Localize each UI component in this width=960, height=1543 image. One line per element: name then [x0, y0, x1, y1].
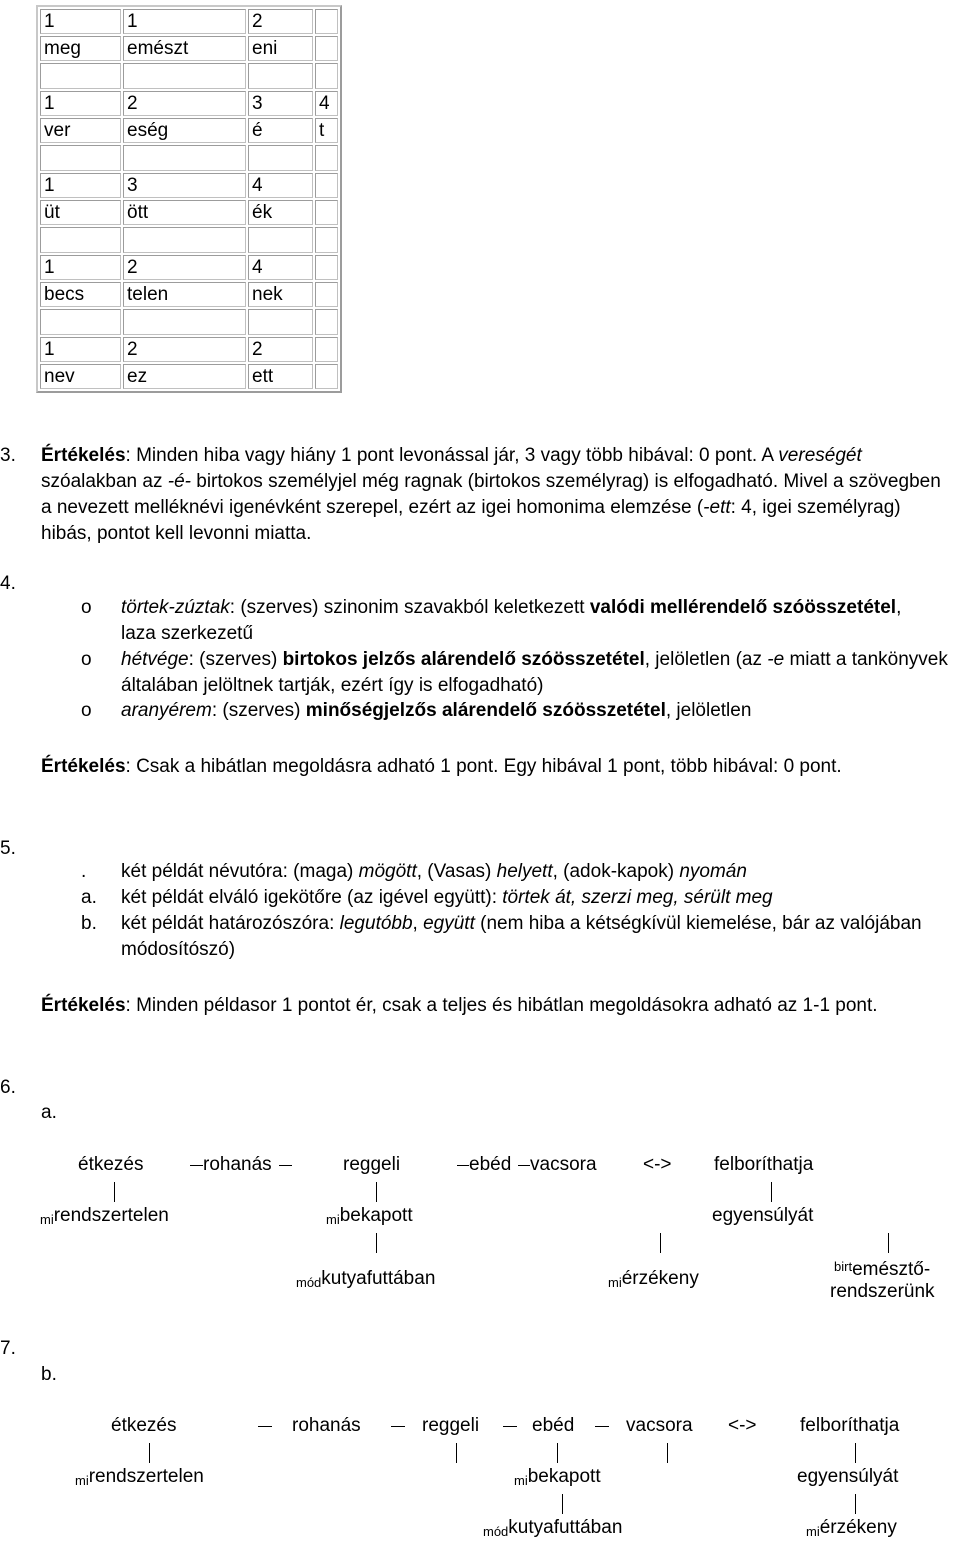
table-spacer-row	[40, 145, 338, 171]
bullet-icon: o	[81, 597, 92, 618]
section-6-number: 6.	[0, 1077, 16, 1098]
list-item: törtek-zúztak: (szerves) szinonim szavakból keletkezett valódi mellérendelő szóösszetétel, laza szerkezetű	[121, 597, 902, 644]
tree-word: ebéd	[469, 1154, 512, 1175]
table-cell: 2	[248, 337, 313, 362]
part-label: b.	[41, 1364, 57, 1385]
tree-connector	[518, 1165, 530, 1166]
bullet-icon: o	[81, 649, 92, 670]
tree-connector	[667, 1443, 668, 1463]
tree-connector	[660, 1233, 661, 1253]
tree-word: rohanás	[292, 1415, 361, 1436]
table-cell: meg	[40, 36, 121, 61]
tree-connector	[149, 1443, 150, 1463]
tree-connector	[457, 1165, 469, 1166]
tree-word: <->	[643, 1154, 672, 1175]
tree-word: $_{mi}$rendszertelen	[40, 1205, 169, 1227]
section-3-number: 3.	[0, 445, 16, 466]
tree-word: rohanás	[203, 1154, 272, 1175]
table-cell	[315, 255, 338, 280]
table-cell: telen	[123, 282, 246, 307]
table-cell: ez	[123, 364, 246, 389]
tree-word: egyensúlyát	[712, 1205, 814, 1226]
table-cell: 1	[40, 9, 121, 34]
table-cell	[315, 364, 338, 389]
tree-word: $_{mi}$érzékeny	[806, 1517, 897, 1539]
table-cell	[123, 227, 246, 253]
tree-connector	[503, 1426, 517, 1427]
tree-word: ebéd	[532, 1415, 575, 1436]
table-cell: ett	[248, 364, 313, 389]
table-spacer-row	[40, 63, 338, 89]
tree-word: felboríthatja	[714, 1154, 814, 1175]
tree-word: étkezés	[78, 1154, 144, 1175]
table-cell	[315, 63, 338, 89]
tree-word: $_{mód}$kutyafuttában	[296, 1268, 436, 1290]
table-cell: 4	[315, 91, 338, 116]
table-spacer-row	[40, 309, 338, 335]
tree-connector	[376, 1182, 377, 1202]
table-row	[40, 337, 338, 362]
table-cell: 1	[40, 255, 121, 280]
tree-connector	[595, 1426, 609, 1427]
table-cell: nek	[248, 282, 313, 307]
table-cell	[315, 227, 338, 253]
table-row	[40, 364, 338, 389]
table-cell: 1	[40, 337, 121, 362]
table-cell: 4	[248, 255, 313, 280]
table-cell: ver	[40, 118, 121, 143]
table-cell: ött	[123, 200, 246, 225]
tree-word: felboríthatja	[800, 1415, 900, 1436]
table-cell	[315, 36, 338, 61]
table-cell	[40, 63, 121, 89]
table-cell	[123, 145, 246, 171]
tree-connector	[557, 1443, 558, 1463]
table-cell	[315, 9, 338, 34]
list-item: két példát névutóra: (maga) mögött, (Vasas) helyett, (adok-kapok) nyomán	[121, 861, 747, 882]
tree-connector	[562, 1494, 563, 1514]
list-item: két példát elváló igekötőre (az igével együtt): törtek át, szerzi meg, sérült meg	[121, 887, 773, 908]
table-cell	[315, 309, 338, 335]
tree-word: reggeli	[343, 1154, 401, 1175]
table-row	[40, 255, 338, 280]
tree-word: $_{mi}$érzékeny	[608, 1268, 699, 1290]
list-item: aranyérem: (szerves) minőségjelzős alárendelő szóösszetétel, jelöletlen	[121, 700, 752, 721]
table-cell: 4	[248, 173, 313, 198]
table-cell	[123, 63, 246, 89]
table-cell	[315, 145, 338, 171]
tree-connector	[190, 1165, 203, 1166]
tree-connector	[114, 1182, 115, 1202]
table-cell: 2	[123, 91, 246, 116]
tree-connector	[888, 1233, 889, 1253]
tree-connector	[771, 1182, 772, 1202]
table-cell	[248, 145, 313, 171]
table-cell	[315, 200, 338, 225]
table-cell: 3	[248, 91, 313, 116]
tree-word: $_{mód}$kutyafuttában	[483, 1517, 623, 1539]
tree-connector	[391, 1426, 405, 1427]
part-label: a.	[41, 1102, 57, 1123]
table-cell	[123, 309, 246, 335]
table-cell: 2	[248, 9, 313, 34]
table-cell: nev	[40, 364, 121, 389]
tree-connector	[456, 1443, 457, 1463]
table-cell: eni	[248, 36, 313, 61]
table-cell: 2	[123, 337, 246, 362]
table-cell	[40, 145, 121, 171]
tree-word: étkezés	[111, 1415, 177, 1436]
table-cell	[40, 309, 121, 335]
tree-word: $_{mi}$rendszertelen	[75, 1466, 204, 1488]
section-3-text: Értékelés: Minden hiba vagy hiány 1 pont levonással jár, 3 vagy több hibával: 0 pont. A vereségét szóalakban az -é- birtokos személyjel még ragnak (birtokos személyrag) is elfogadható. Mivel a szövegben a nevezett melléknévi igenévként szerepel, ezért az igei homonima elemzése (-ett: 4, igei személyrag) hibás, pontot kell levonni miatta.	[41, 445, 941, 544]
table-cell: 3	[123, 173, 246, 198]
tree-word: <->	[728, 1415, 757, 1436]
table-cell: eség	[123, 118, 246, 143]
table-cell: emészt	[123, 36, 246, 61]
item-label: b.	[81, 913, 97, 934]
table-spacer-row	[40, 227, 338, 253]
table-cell: üt	[40, 200, 121, 225]
table-cell	[40, 227, 121, 253]
tree-word: $_{mi}$bekapott	[514, 1466, 601, 1488]
table-cell: 2	[123, 255, 246, 280]
table-row	[40, 36, 338, 61]
tree-word: rendszerünk	[830, 1281, 935, 1302]
tree-word: egyensúlyát	[797, 1466, 899, 1487]
table-row	[40, 282, 338, 307]
table-cell: 1	[40, 91, 121, 116]
table-cell	[248, 227, 313, 253]
section-5-number: 5.	[0, 838, 16, 859]
table-cell	[315, 173, 338, 198]
table-row	[40, 173, 338, 198]
bullet-icon: o	[81, 700, 92, 721]
table-cell: t	[315, 118, 338, 143]
tree-word: reggeli	[422, 1415, 480, 1436]
table-cell: é	[248, 118, 313, 143]
list-item: két példát határozószóra: legutóbb, együtt (nem hiba a kétségkívül kiemelése, bár az valójában módosítószó)	[121, 913, 922, 960]
table-cell: becs	[40, 282, 121, 307]
tree-connector	[279, 1165, 292, 1166]
tree-connector	[376, 1233, 377, 1253]
table-cell	[248, 63, 313, 89]
item-label: .	[81, 861, 87, 882]
table-cell	[315, 337, 338, 362]
table-cell: ék	[248, 200, 313, 225]
table-cell	[248, 309, 313, 335]
section-7-number: 7.	[0, 1338, 16, 1359]
table-row	[40, 91, 338, 116]
tree-word: $^{birt}$emésztő-	[834, 1259, 931, 1280]
table-cell	[315, 282, 338, 307]
table-row	[40, 200, 338, 225]
tree-connector	[855, 1443, 856, 1463]
tree-word: vacsora	[530, 1154, 597, 1175]
tree-connector	[855, 1494, 856, 1514]
table-row	[40, 118, 338, 143]
section-4-evaluation: Értékelés: Csak a hibátlan megoldásra adható 1 pont. Egy hibával 1 pont, több hibával: 0 pont.	[41, 756, 842, 777]
table-cell: 1	[123, 9, 246, 34]
tree-word: vacsora	[626, 1415, 693, 1436]
table-row	[40, 9, 338, 34]
morpheme-table	[36, 5, 342, 393]
table-cell: 1	[40, 173, 121, 198]
tree-connector	[258, 1426, 272, 1427]
section-5-evaluation: Értékelés: Minden példasor 1 pontot ér, csak a teljes és hibátlan megoldásokra adható az 1-1 pont.	[41, 995, 878, 1016]
tree-word: $_{mi}$bekapott	[326, 1205, 413, 1227]
section-4-number: 4.	[0, 573, 16, 594]
item-label: a.	[81, 887, 97, 908]
list-item: hétvége: (szerves) birtokos jelzős alárendelő szóösszetétel, jelöletlen (az -e miatt a tankönyvek általában jelöltnek tartják, ezért így is elfogadható)	[121, 649, 948, 696]
